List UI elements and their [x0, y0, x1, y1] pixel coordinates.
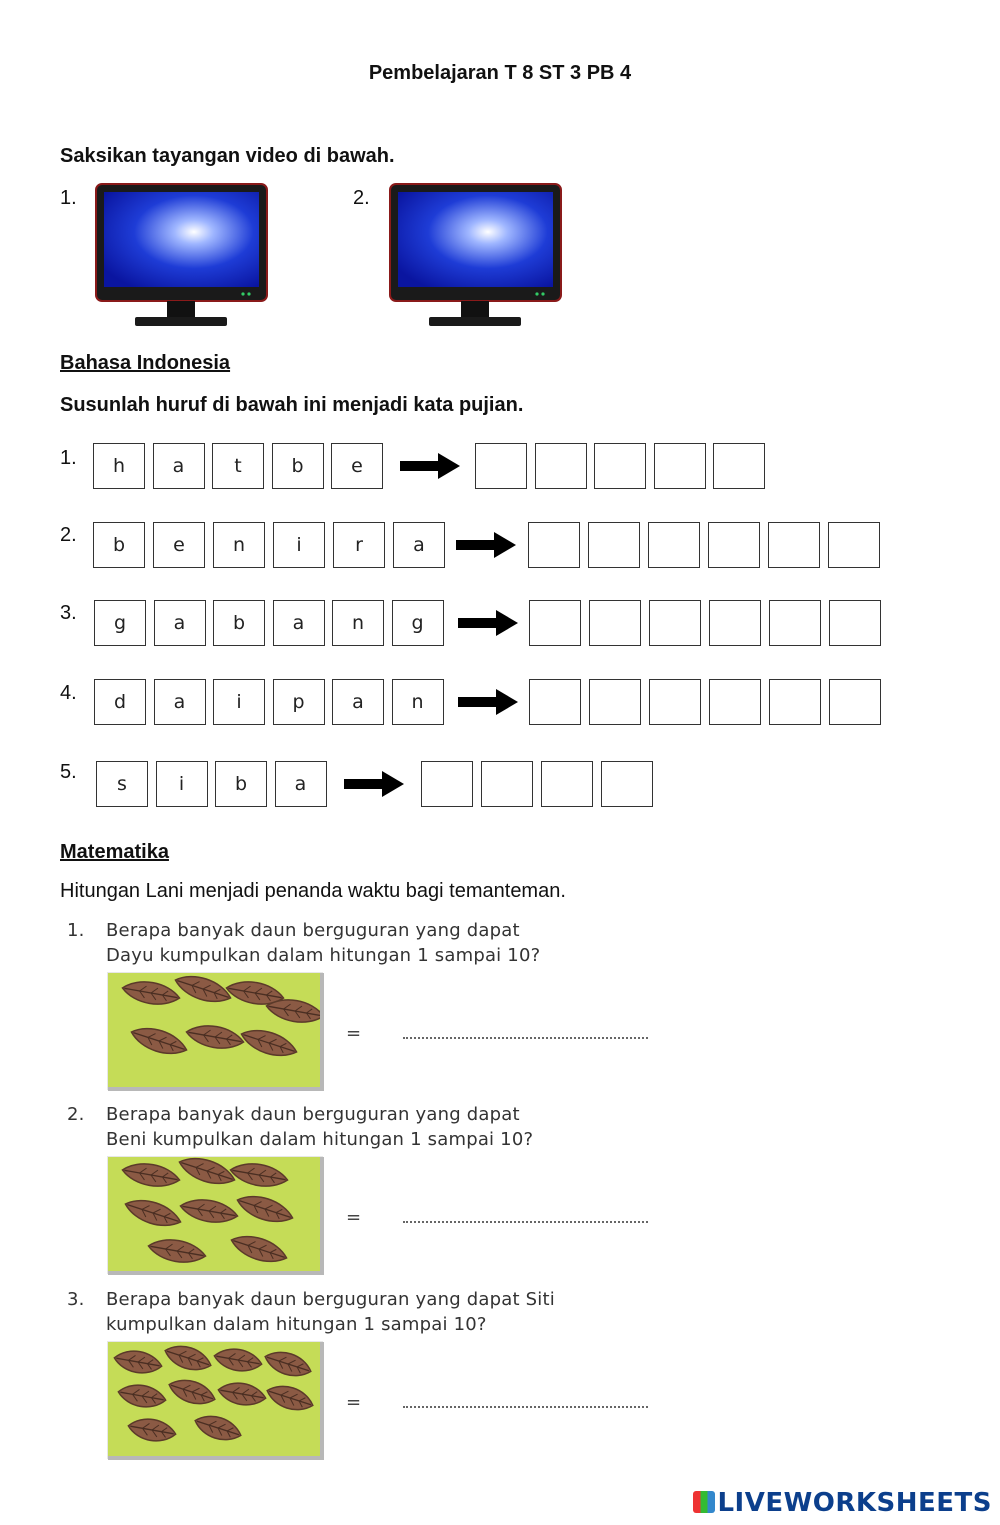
answer-box[interactable] — [589, 600, 641, 646]
arrow-right-icon — [458, 608, 518, 638]
answer-box[interactable] — [648, 522, 700, 568]
answer-box[interactable] — [588, 522, 640, 568]
letter-tile: a — [393, 522, 445, 568]
letter-tile: b — [213, 600, 265, 646]
page-title: Pembelajaran T 8 ST 3 PB 4 — [368, 62, 632, 84]
answer-box[interactable] — [829, 679, 881, 725]
letter-tile: e — [153, 522, 205, 568]
answer-box[interactable] — [481, 761, 533, 807]
answer-line[interactable] — [403, 1037, 648, 1039]
math-question-line2: kumpulkan dalam hitungan 1 sampai 10? — [106, 1314, 487, 1335]
letter-tile: d — [94, 679, 146, 725]
letter-tile: i — [273, 522, 325, 568]
scramble-number-3: 3. — [60, 602, 77, 624]
leaves-icon — [108, 1157, 320, 1271]
logo-text: LIVEWORKSHEETS — [717, 1488, 992, 1518]
answer-box[interactable] — [594, 443, 646, 489]
scramble-number-1: 1. — [60, 447, 77, 469]
answer-box[interactable] — [541, 761, 593, 807]
answer-box[interactable] — [421, 761, 473, 807]
answer-box[interactable] — [769, 679, 821, 725]
letter-tile: i — [213, 679, 265, 725]
answer-box[interactable] — [713, 443, 765, 489]
answer-box[interactable] — [649, 679, 701, 725]
letter-tile: b — [272, 443, 324, 489]
matematika-intro: Hitungan Lani menjadi penanda waktu bagi temanteman. — [60, 880, 566, 902]
scramble-number-5: 5. — [60, 761, 77, 783]
answer-box[interactable] — [769, 600, 821, 646]
letter-tile: p — [273, 679, 325, 725]
answer-box[interactable] — [709, 679, 761, 725]
letter-tile: a — [153, 443, 205, 489]
letter-tile: i — [156, 761, 208, 807]
answer-line[interactable] — [403, 1221, 648, 1223]
arrow-right-icon — [344, 769, 404, 799]
video-monitor-1[interactable] — [95, 183, 269, 329]
equals-sign: = — [346, 1392, 362, 1413]
matematika-heading: Matematika — [60, 841, 169, 863]
letter-tile: h — [93, 443, 145, 489]
logo-mark-icon — [693, 1491, 715, 1513]
math-question-line1: Berapa banyak daun berguguran yang dapat — [106, 920, 520, 941]
letter-tile: b — [215, 761, 267, 807]
answer-box[interactable] — [708, 522, 760, 568]
answer-box[interactable] — [529, 679, 581, 725]
answer-box[interactable] — [828, 522, 880, 568]
letter-tile: g — [392, 600, 444, 646]
letter-tile: s — [96, 761, 148, 807]
letter-tile: b — [93, 522, 145, 568]
letter-tile: a — [273, 600, 325, 646]
leaf-picture — [108, 973, 324, 1091]
letter-tile: a — [332, 679, 384, 725]
answer-box[interactable] — [768, 522, 820, 568]
answer-box[interactable] — [654, 443, 706, 489]
answer-box[interactable] — [601, 761, 653, 807]
answer-box[interactable] — [535, 443, 587, 489]
arrow-right-icon — [458, 687, 518, 717]
letter-tile: a — [275, 761, 327, 807]
math-question-line2: Beni kumpulkan dalam hitungan 1 sampai 10? — [106, 1129, 534, 1150]
answer-box[interactable] — [709, 600, 761, 646]
answer-box[interactable] — [589, 679, 641, 725]
leaf-picture — [108, 1342, 324, 1460]
video-instruction: Saksikan tayangan video di bawah. — [60, 145, 395, 167]
math-question-number-2: 2. — [67, 1104, 85, 1125]
scramble-number-4: 4. — [60, 682, 77, 704]
math-question-number-1: 1. — [67, 920, 85, 941]
letter-tile: n — [332, 600, 384, 646]
answer-line[interactable] — [403, 1406, 648, 1408]
leaf-picture — [108, 1157, 324, 1275]
video-monitor-2[interactable] — [389, 183, 563, 329]
scramble-number-2: 2. — [60, 524, 77, 546]
equals-sign: = — [346, 1207, 362, 1228]
letter-tile: g — [94, 600, 146, 646]
answer-box[interactable] — [529, 600, 581, 646]
math-question-number-3: 3. — [67, 1289, 85, 1310]
letter-tile: n — [392, 679, 444, 725]
arrow-right-icon — [456, 530, 516, 560]
equals-sign: = — [346, 1023, 362, 1044]
leaves-icon — [108, 973, 320, 1087]
letter-tile: n — [213, 522, 265, 568]
bahasa-heading: Bahasa Indonesia — [60, 352, 231, 374]
liveworksheets-logo — [693, 1488, 992, 1518]
answer-box[interactable] — [649, 600, 701, 646]
answer-box[interactable] — [528, 522, 580, 568]
letter-tile: t — [212, 443, 264, 489]
video-number-2: 2. — [353, 187, 370, 209]
leaves-icon — [108, 1342, 320, 1456]
letter-tile: r — [333, 522, 385, 568]
math-question-line1: Berapa banyak daun berguguran yang dapat — [106, 1104, 520, 1125]
answer-box[interactable] — [475, 443, 527, 489]
letter-tile: a — [154, 679, 206, 725]
arrow-right-icon — [400, 451, 460, 481]
math-question-line1: Berapa banyak daun berguguran yang dapat Siti — [106, 1289, 555, 1310]
answer-box[interactable] — [829, 600, 881, 646]
letter-tile: e — [331, 443, 383, 489]
bahasa-instruction: Susunlah huruf di bawah ini menjadi kata pujian. — [60, 394, 524, 416]
letter-tile: a — [154, 600, 206, 646]
math-question-line2: Dayu kumpulkan dalam hitungan 1 sampai 10? — [106, 945, 541, 966]
video-number-1: 1. — [60, 187, 77, 209]
